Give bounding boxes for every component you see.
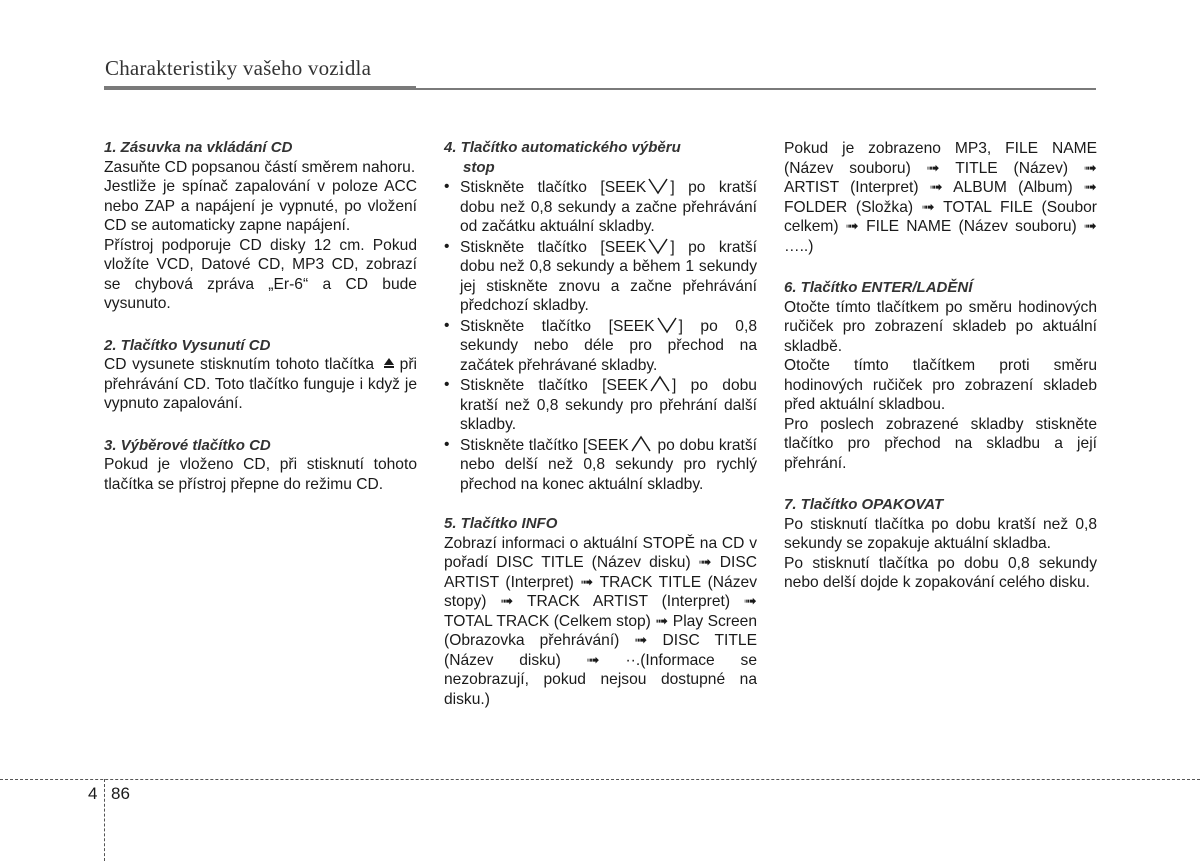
footer-divider [0, 779, 1200, 780]
section-title-eject: 2. Tlačítko Vysunutí CD [104, 336, 271, 354]
list-item: • Stiskněte tlačítko [SEEK ] po 0,8 sekundy nebo déle pro přechod na začátek přehrávané skladby. [444, 316, 757, 376]
column-3 [784, 139, 1097, 593]
eject-icon [384, 358, 394, 365]
paragraph: Otočte tímto tlačítkem po směru hodinových ručiček pro zobrazení skladeb po aktuální skladbě. [784, 298, 1097, 355]
eject-text-b: při přehrávání CD. Toto tlačítko funguje i když je vypnuto zapalování. [104, 356, 417, 412]
paragraph: Po stisknutí tlačítka po dobu kratší než 0,8 sekundy se zopakuje aktuální skladba. [784, 515, 1097, 552]
paragraph: Přístroj podporuje CD disky 12 cm. Pokud vložíte VCD, Datové CD, MP3 CD, zobrazí se chybová zpráva „Er-6“ a CD bude vysunuto. [104, 236, 417, 312]
section-title-seek-line1: 4. Tlačítko automatického výběru [444, 139, 681, 156]
list-item: • Stiskněte tlačítko [SEEK ] po kratší dobu než 0,8 sekundy a začne přehrávání od začátku aktuální skladby. [444, 177, 757, 237]
header-rule-thin [416, 88, 1096, 90]
paragraph: Zasuňte CD popsanou částí směrem nahoru. [104, 158, 416, 176]
paragraph [104, 355, 417, 414]
section-title-cd-select: 3. Výběrové tlačítko CD [104, 436, 271, 454]
seek-down-icon [656, 316, 678, 334]
seek-up-icon [649, 375, 671, 393]
list-item: • Stiskněte tlačítko [SEEK ] po dobu kratší než 0,8 sekundy pro přehrání další skladby. [444, 375, 757, 435]
paragraph: Po stisknutí tlačítka po dobu 0,8 sekundy nebo delší dojde k zopakování celého disku. [784, 554, 1097, 591]
eject-text-a: CD vysunete stisknutím tohoto tlačítka [104, 356, 375, 373]
paragraph: Jestliže je spínač zapalování v poloze ACC nebo ZAP a napájení je vypnuté, po vložení CD se automaticky zapne napájení. [104, 178, 417, 234]
seek-down-icon [647, 237, 669, 255]
seek-up-icon [630, 435, 652, 453]
list-item: • Stiskněte tlačítko [SEEK ] po kratší dobu než 0,8 sekundy a během 1 sekundy jej stiskněte znovu a začne přehrávání předchozí skladby. [444, 237, 757, 316]
seek-bullet-list [444, 177, 757, 494]
page-header-title: Charakteristiky vašeho vozidla [105, 56, 372, 80]
column-2 [444, 138, 757, 709]
header-rule-thick [104, 86, 416, 90]
section-title-info: 5. Tlačítko INFO [444, 515, 558, 532]
seek-down-icon [647, 177, 669, 195]
section-title-cd-slot: 1. Zásuvka na vkládání CD [104, 139, 293, 156]
section-title-repeat: 7. Tlačítko OPAKOVAT [784, 496, 944, 513]
page-number: 86 [111, 784, 130, 803]
paragraph: Zobrazí informaci o aktuální STOPĚ na CD v pořadí DISC TITLE (Název disku) ➟ DISC ARTIST (Interpret) ➟ TRACK TITLE (Název stopy) ➟ TRACK ARTIST (Interpret) ➟ TOTAL TRACK (Celkem stop) ➟ Play Screen (Obrazovka přehrávání) ➟ DISC TITLE (Název disku) ➟ ··.(Informace se nezobrazují, pokud nejsou dostupné na disku.) [444, 534, 757, 708]
paragraph: Pokud je zobrazeno MP3, FILE NAME (Název souboru) ➟ TITLE (Název) ➟ ARTIST (Interpret) ➟ ALBUM (Album) ➟ FOLDER (Složka) ➟ TOTAL FILE (Soubor celkem) ➟ FILE NAME (Název souboru) ➟ …..) [784, 140, 1097, 255]
section-title-enter: 6. Tlačítko ENTER/LADĚNÍ [784, 279, 973, 296]
chapter-number: 4 [88, 784, 98, 803]
paragraph: Pokud je vloženo CD, při stisknutí tohoto tlačítka se přístroj přepne do režimu CD. [104, 456, 417, 493]
footer-vertical-divider [104, 779, 105, 861]
column-1 [104, 138, 417, 494]
paragraph: Otočte tímto tlačítkem proti směru hodinových ručiček pro zobrazení skladeb před aktuální skladbou. [784, 357, 1097, 413]
section-title-seek [444, 138, 757, 177]
list-item: • Stiskněte tlačítko [SEEK po dobu kratší nebo delší než 0,8 sekundy pro rychlý přechod na konec aktuální skladby. [444, 435, 757, 495]
paragraph: Pro poslech zobrazené skladby stiskněte tlačítko pro přechod na skladbu a její přehrání. [784, 415, 1097, 472]
section-title-seek-line2: stop [463, 158, 495, 176]
